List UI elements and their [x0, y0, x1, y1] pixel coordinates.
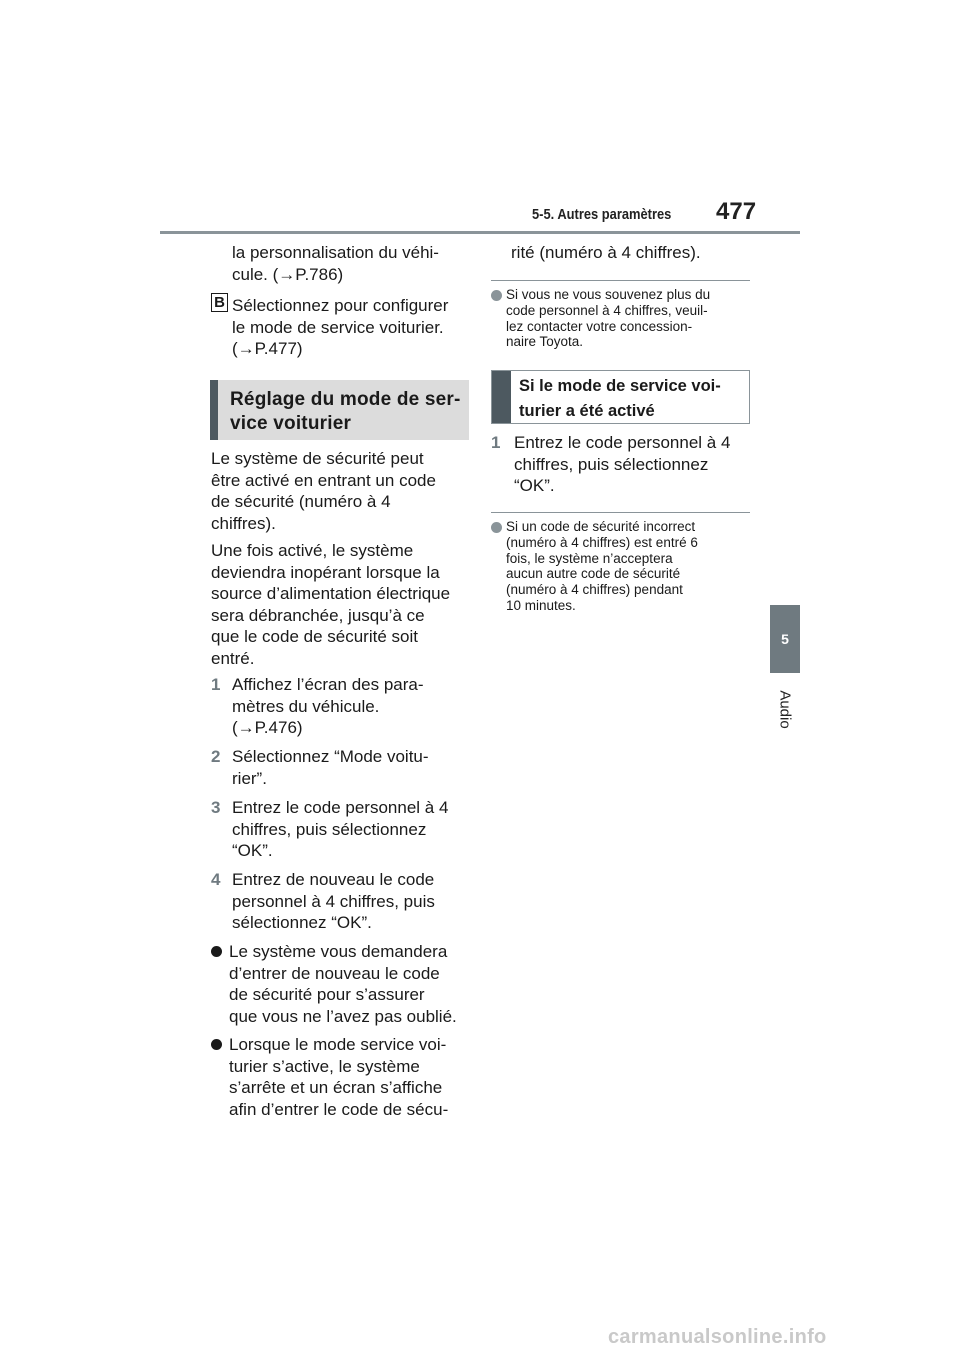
text-line: être activé en entrant un code	[211, 470, 436, 490]
bullet-item	[211, 1034, 494, 1120]
text-line: Une fois activé, le système	[211, 541, 414, 560]
text-line: rier”.	[232, 768, 267, 788]
text-line: s’arrête et un écran s’affiche	[229, 1078, 443, 1098]
text-line: (numéro à 4 chiffres) pendant	[506, 582, 683, 598]
item-b-badge: B	[211, 293, 228, 312]
text-line: (→P.476)	[232, 718, 303, 738]
text-line: sélectionnez “OK”.	[232, 913, 372, 933]
text-line: Sélectionnez “Mode voitu-	[232, 747, 429, 766]
text-line: 10 minutes.	[506, 597, 576, 613]
text-line: Entrez le code personnel à 4	[232, 798, 449, 817]
note-divider	[491, 280, 750, 281]
step-number: 2	[211, 747, 221, 766]
text-line: d’entrer de nouveau le code	[229, 963, 440, 983]
step-item	[211, 797, 492, 862]
heading-accent-bar	[492, 371, 511, 423]
text-line: la personnalisation du véhi-	[232, 243, 439, 262]
text-line: mètres du véhicule.	[232, 696, 380, 716]
text-line: deviendra inopérant lorsque la	[211, 562, 440, 582]
intro-paragraph	[211, 448, 436, 534]
text-line: chiffres, puis sélectionnez	[514, 454, 709, 474]
chapter-label-text: Audio	[776, 689, 794, 729]
text-line: aucun autre code de sécurité	[506, 566, 681, 582]
text-line: de sécurité (numéro à 4	[211, 492, 391, 512]
chapter-tab	[770, 605, 800, 673]
heading-line: Réglage du mode de ser-	[230, 389, 461, 410]
text-line: Affichez l’écran des para-	[232, 675, 424, 694]
note-marker-icon	[491, 522, 502, 533]
text-line: Lorsque le mode service voi-	[229, 1035, 447, 1054]
watermark: carmanualsonline.info	[608, 1326, 827, 1348]
text-line: le mode de service voiturier.	[232, 317, 444, 337]
text-line: turier s’active, le système	[229, 1056, 420, 1076]
section-heading	[210, 380, 469, 440]
step-number: 4	[211, 870, 221, 889]
text-line: “OK”.	[514, 476, 555, 496]
item-b-text	[232, 295, 448, 360]
text-line: Le système de sécurité peut	[211, 449, 424, 468]
text-line: source d’alimentation électrique	[211, 584, 451, 604]
text-line: Si un code de sécurité incorrect	[506, 519, 696, 534]
text-line: que vous ne l’avez pas oublié.	[229, 1006, 457, 1026]
step-number: 3	[211, 798, 221, 817]
note-item	[491, 519, 768, 614]
bullet-icon	[211, 1039, 222, 1050]
text-line: afin d’entrer le code de sécu-	[229, 1099, 449, 1119]
text-line: code personnel à 4 chiffres, veuil-	[506, 302, 708, 318]
continued-bullet-text: rité (numéro à 4 chiffres).	[511, 243, 701, 262]
bullet-item	[211, 941, 494, 1027]
text-line: “OK”.	[232, 841, 273, 861]
text-line: chiffres).	[211, 513, 276, 533]
note-divider	[491, 512, 750, 513]
text-line: de sécurité pour s’assurer	[229, 985, 425, 1005]
text-line: Entrez le code personnel à 4	[514, 433, 731, 452]
text-line: cule. (→P.786)	[232, 264, 344, 284]
text-line: lez contacter votre concession-	[506, 318, 693, 334]
activation-paragraph	[211, 540, 450, 670]
text-line: Le système vous demandera	[229, 942, 448, 961]
step-item	[211, 746, 492, 789]
text-line: Sélectionnez pour configurer	[232, 296, 449, 315]
bullet-icon	[211, 946, 222, 957]
section-heading-text	[230, 388, 461, 436]
step-number: 1	[491, 433, 501, 452]
text-line: sera débranchée, jusqu’à ce	[211, 605, 425, 625]
text-line: Entrez de nouveau le code	[232, 870, 435, 889]
step-item	[491, 432, 776, 497]
subsection-heading-text	[519, 374, 743, 424]
subsection-heading	[491, 370, 750, 424]
text-line: (numéro à 4 chiffres) est entré 6	[506, 534, 698, 550]
chapter-label	[758, 689, 812, 729]
section-title: 5-5. Autres paramètres	[532, 206, 672, 223]
step-number: 1	[211, 675, 221, 694]
page-number: 477	[716, 198, 757, 225]
text-line: Si vous ne vous souvenez plus du	[506, 287, 711, 302]
text-line: (→P.477)	[232, 339, 303, 359]
heading-line: Si le mode de service voi-	[519, 377, 721, 395]
text-line: naire Toyota.	[506, 334, 584, 350]
step-item	[211, 674, 492, 739]
heading-line: vice voiturier	[230, 413, 352, 434]
text-line: fois, le système n’acceptera	[506, 550, 673, 566]
header-divider	[160, 231, 800, 234]
text-line: chiffres, puis sélectionnez	[232, 819, 427, 839]
text-line: que le code de sécurité soit	[211, 627, 418, 647]
note-item	[491, 287, 768, 350]
text-line: personnel à 4 chiffres, puis	[232, 891, 435, 911]
text-line: entré.	[211, 648, 255, 668]
heading-accent-bar	[210, 380, 218, 440]
chapter-number: 5	[781, 631, 789, 647]
heading-line: turier a été activé	[519, 402, 655, 420]
note-marker-icon	[491, 290, 502, 301]
step-item	[211, 869, 492, 934]
continued-item-text	[232, 242, 439, 285]
